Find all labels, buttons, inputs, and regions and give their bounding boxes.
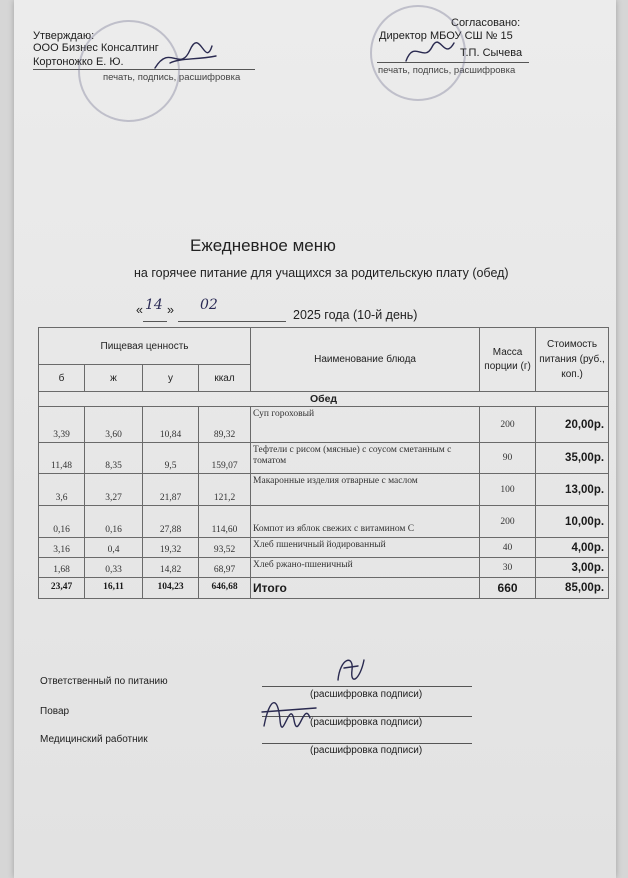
total-label: Итого [251,578,480,599]
total-row [39,578,609,599]
total-u: 104,23 [143,578,199,599]
cell-zh: 3,27 [85,474,143,506]
cell-mass: 90 [480,443,536,474]
header-b: б [39,365,85,392]
agree-signature [400,33,460,71]
date-quote-open: « [136,303,143,317]
approve-caption: печать, подпись, расшифровка [103,72,241,83]
cell-kcal: 121,2 [199,474,251,506]
agree-label: Согласовано: [451,17,521,29]
cell-kcal: 68,97 [199,558,251,578]
agree-caption: печать, подпись, расшифровка [378,65,516,76]
cell-u: 10,84 [143,407,199,443]
total-price: 85,00р. [536,578,609,599]
page-title: Ежедневное меню [190,236,336,255]
responsible-signature [330,650,370,686]
page-subtitle: на горячее питание для учащихся за родительскую плату (обед) [134,266,509,280]
cell-b: 11,48 [39,443,85,474]
cell-zh: 8,35 [85,443,143,474]
date-quote-close: » [167,303,174,317]
table-row [39,407,609,443]
responsible-label: Ответственный по питанию [40,676,168,687]
total-zh: 16,11 [85,578,143,599]
cell-zh: 0,16 [85,506,143,538]
approve-signature [150,38,220,78]
cell-price: 3,00р. [536,558,609,578]
cell-u: 19,32 [143,538,199,558]
table-row [39,443,609,474]
cell-price: 20,00р. [536,407,609,443]
table-row [39,474,609,506]
cell-dish: Суп гороховый [251,407,480,443]
cell-kcal: 159,07 [199,443,251,474]
table-row [39,558,609,578]
cell-price: 35,00р. [536,443,609,474]
date-day-line [143,321,167,322]
cell-zh: 3,60 [85,407,143,443]
date-month-line [178,321,286,322]
approve-label: Утверждаю: [33,30,95,42]
header-nutrition: Пищевая ценность [39,328,251,365]
cell-kcal: 93,52 [199,538,251,558]
medic-caption: (расшифровка подписи) [310,745,423,756]
cell-zh: 0,4 [85,538,143,558]
header-zh: ж [85,365,143,392]
total-mass: 660 [480,578,536,599]
cell-b: 1,68 [39,558,85,578]
agree-position: Директор МБОУ СШ № 15 [379,30,513,42]
table-row [39,538,609,558]
cell-dish: Компот из яблок свежих с витамином С [251,506,480,538]
cell-price: 13,00р. [536,474,609,506]
header-cost: Стоимость питания (руб., коп.) [536,328,609,392]
cell-u: 27,88 [143,506,199,538]
cell-u: 21,87 [143,474,199,506]
date-day: 14 [145,297,163,313]
cell-u: 14,82 [143,558,199,578]
total-b: 23,47 [39,578,85,599]
approve-person: Кортоножко Е. Ю. [33,56,124,68]
cook-label: Повар [40,706,70,717]
cell-dish: Макаронные изделия отварные с маслом [251,474,480,506]
date-month: 02 [200,297,218,313]
cell-price: 4,00р. [536,538,609,558]
medic-label: Медицинский работник [40,734,148,745]
agree-person: Т.П. Сычева [460,47,523,59]
cell-kcal: 114,60 [199,506,251,538]
cell-price: 10,00р. [536,506,609,538]
responsible-signature-line [262,686,472,687]
cook-caption: (расшифровка подписи) [310,717,423,728]
total-kcal: 646,68 [199,578,251,599]
approve-org: ООО Бизнес Консалтинг [33,42,159,54]
cell-mass: 200 [480,407,536,443]
cell-mass: 30 [480,558,536,578]
cell-b: 3,39 [39,407,85,443]
date-rest: 2025 года (10-й день) [293,308,418,322]
cell-zh: 0,33 [85,558,143,578]
header-kcal: ккал [199,365,251,392]
header-u: у [143,365,199,392]
cell-b: 3,16 [39,538,85,558]
header-dish: Наименование блюда [251,328,480,392]
cell-b: 0,16 [39,506,85,538]
medic-signature-line [262,743,472,744]
header-mass: Масса порции (г) [480,328,536,392]
cell-mass: 100 [480,474,536,506]
cell-mass: 200 [480,506,536,538]
responsible-caption: (расшифровка подписи) [310,689,423,700]
cell-b: 3,6 [39,474,85,506]
cell-dish: Хлеб ржано-пшеничный [251,558,480,578]
cell-u: 9,5 [143,443,199,474]
cell-dish: Хлеб пшеничный йодированный [251,538,480,558]
section-title: Обед [39,392,609,407]
menu-table [38,327,609,599]
table-row [39,506,609,538]
cell-mass: 40 [480,538,536,558]
cell-dish: Тефтели с рисом (мясные) с соусом сметанным с томатом [251,443,480,474]
cook-signature [260,690,320,734]
cell-kcal: 89,32 [199,407,251,443]
